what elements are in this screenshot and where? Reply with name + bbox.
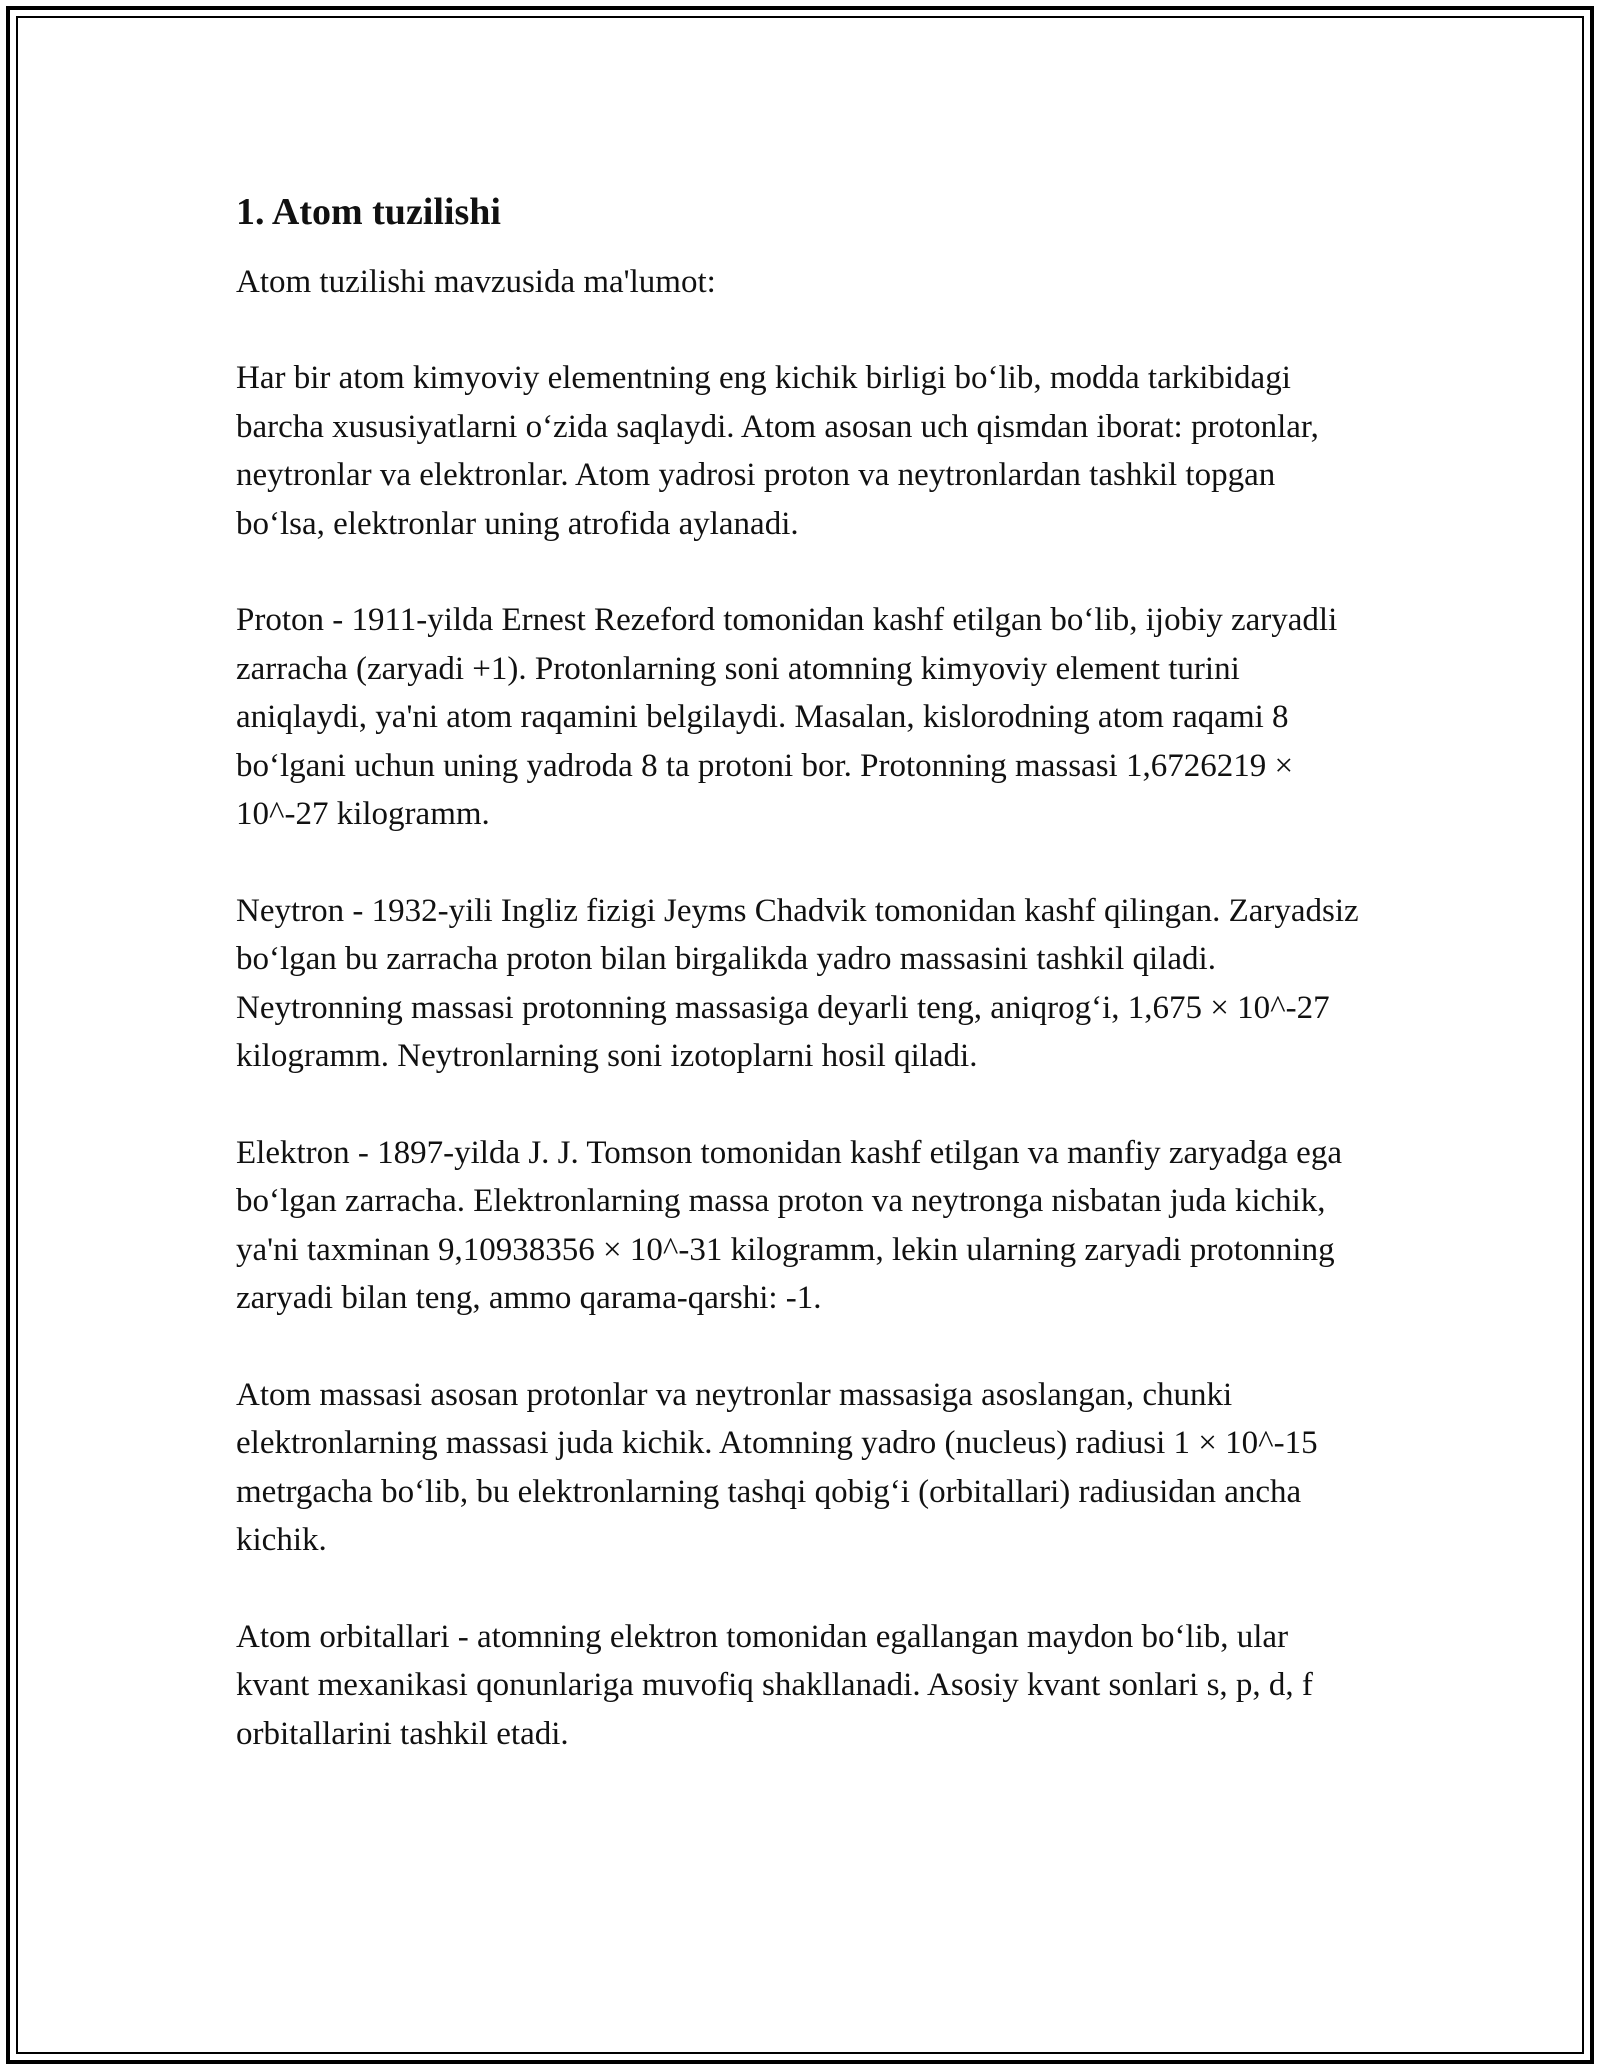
paragraph-proton: Proton - 1911-yilda Ernest Rezeford tomonidan kashf etilgan bo‘lib, ijobiy zaryadli zarracha (zaryadi +1). Protonlarning soni atomning kimyoviy element turini aniqlaydi, ya'ni atom raqamini belgilaydi. Masalan, kislorodning atom raqami 8 bo‘lgani uchun uning yadroda 8 ta protoni bor. Protonning massasi 1,6726219 × 10^-27 kilogramm.: [236, 602, 1338, 832]
section-heading: 1. Atom tuzilishi: [236, 191, 501, 233]
document-body: [236, 188, 1366, 1806]
intro-text: Atom tuzilishi mavzusida ma'lumot:: [236, 264, 716, 300]
paragraph-neutron: Neytron - 1932-yili Ingliz fizigi Jeyms Chadvik tomonidan kashf qilingan. Zaryadsiz bo‘lgan bu zarracha proton bilan birgalikda yadro massasini tashkil qiladi. Neytronning massasi protonning massasiga deyarli teng, aniqrog‘i, 1,675 × 10^-27 kilogramm. Neytronlarning soni izotoplarni hosil qiladi.: [236, 892, 1359, 1074]
paragraph-orbitals: Atom orbitallari - atomning elektron tomonidan egallangan maydon bo‘lib, ular kvant mexanikasi qonunlariga muvofiq shakllanadi. Asosiy kvant sonlari s, p, d, f orbitallarini tashkil etadi.: [236, 1618, 1313, 1752]
paragraph-atomic-mass: Atom massasi asosan protonlar va neytronlar massasiga asoslangan, chunki elektronlarning massasi juda kichik. Atomning yadro (nucleus) radiusi 1 × 10^-15 metrgacha bo‘lib, bu elektronlarning tashqi qobig‘i (orbitallari) radiusidan ancha kichik.: [236, 1376, 1318, 1558]
paragraph-atom-overview: Har bir atom kimyoviy elementning eng kichik birligi bo‘lib, modda tarkibidagi barcha xususiyatlarni o‘zida saqlaydi. Atom asosan uch qismdan iborat: protonlar, neytronlar va elektronlar. Atom yadrosi proton va neytronlardan tashkil topgan bo‘lsa, elektronlar uning atrofida aylanadi.: [236, 360, 1319, 542]
paragraph-electron: Elektron - 1897-yilda J. J. Tomson tomonidan kashf etilgan va manfiy zaryadga ega bo‘lgan zarracha. Elektronlarning massa proton va neytronga nisbatan juda kichik, ya'ni taxminan 9,10938356 × 10^-31 kilogramm, lekin ularning zaryadi protonning zaryadi bilan teng, ammo qarama-qarshi: -1.: [236, 1134, 1342, 1316]
